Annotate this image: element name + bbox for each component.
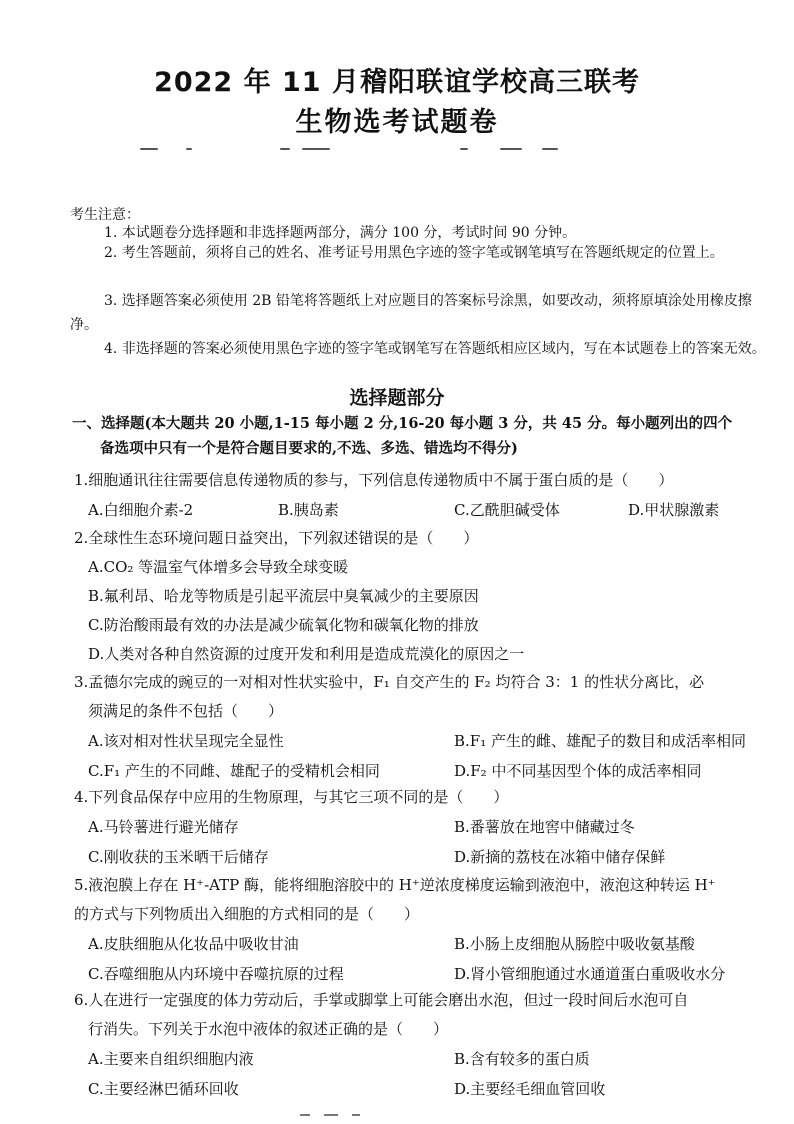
option-b: B.含有较多的蛋白质	[454, 1050, 590, 1068]
option-b: B.番薯放在地窖中储藏过冬	[454, 818, 635, 836]
option-b: B.F₁ 产生的雌、雄配子的数目和成活率相同	[454, 732, 746, 750]
part-instructions	[72, 411, 790, 461]
option-d: D.人类对各种自然资源的过度开发和利用是造成荒漠化的原因之一	[88, 645, 525, 663]
question-stem: 1.细胞通讯往往需要信息传递物质的参与，下列信息传递物质中不属于蛋白质的是（ ）	[74, 471, 674, 489]
section-title: 选择题部分	[349, 387, 445, 409]
option-a: A.白细胞介素-2	[88, 501, 194, 519]
part-line-2: 备选项中只有一个是符合题目要求的,不选、多选、错选均不得分)	[100, 440, 518, 457]
option-c: C.乙酰胆碱受体	[454, 501, 560, 519]
question-6	[74, 986, 790, 1104]
notice-item-1: 1. 本试题卷分选择题和非选择题两部分，满分 100 分，考试时间 90 分钟。	[104, 225, 577, 241]
option-a: A.该对相对性状呈现完全显性	[88, 732, 284, 750]
options-row	[74, 929, 790, 959]
question-stem-line-2: 须满足的条件不包括（ ）	[88, 702, 284, 720]
question-4	[74, 783, 790, 872]
question-stem	[74, 986, 790, 1044]
notice-heading: 考生注意：	[70, 207, 140, 223]
option-d: D.F₂ 中不同基因型个体的成活率相同	[454, 762, 702, 780]
options-row	[74, 1074, 790, 1104]
option-c: C.主要经淋巴循环回收	[88, 1080, 239, 1098]
notice-item-3: 3. 选择题答案必须使用 2B 铅笔将答题纸上对应题目的答案标号涂黑，如要改动，须将原填涂处用橡皮擦净。	[70, 293, 752, 333]
question-stem-line-2: 行消失。下列关于水泡中液体的叙述正确的是（ ）	[88, 1020, 449, 1038]
option-c: C.防治酸雨最有效的办法是减少硫氧化物和碳氧化物的排放	[88, 616, 479, 634]
question-stem-line-2: 的方式与下列物质出入细胞的方式相同的是（ ）	[74, 905, 420, 923]
scan-noise-bottom	[300, 1114, 420, 1118]
question-stem	[74, 668, 790, 726]
option-a: A.马铃薯进行避光储存	[88, 818, 239, 836]
option-b: B.胰岛素	[278, 501, 339, 519]
question-stem: 4.下列食品保存中应用的生物原理，与其它三项不同的是（ ）	[74, 788, 509, 806]
question-5	[74, 871, 790, 989]
options-row	[74, 495, 790, 525]
notice-item-4: 4. 非选择题的答案必须使用黑色字迹的签字笔或钢笔写在答题纸相应区域内，写在本试题卷上的答案无效。	[104, 341, 766, 357]
options-row	[74, 959, 790, 989]
question-stem-line-1: 3.孟德尔完成的豌豆的一对相对性状实验中，F₁ 自交产生的 F₂ 均符合 3：1 的性状分离比，必	[74, 673, 705, 691]
question-stem-line-1: 6.人在进行一定强度的体力劳动后，手掌或脚掌上可能会磨出水泡，但过一段时间后水泡可自	[74, 991, 689, 1009]
exam-subtitle: 生物选考试题卷	[295, 107, 499, 138]
question-1	[74, 466, 790, 525]
scan-noise	[140, 146, 660, 154]
option-c: C.F₁ 产生的不同雌、雄配子的受精机会相同	[88, 762, 380, 780]
part-line-1: 一、选择题(本大题共 20 小题,1-15 每小题 2 分,16-20 每小题 3 分，共 45 分。每小题列出的四个	[72, 415, 733, 432]
option-c: C.吞噬细胞从内环境中吞噬抗原的过程	[88, 965, 344, 983]
notice-item-2: 2. 考生答题前，须将自己的姓名、准考证号用黑色字迹的签字笔或钢笔填写在答题纸规定的位置上。	[104, 245, 724, 261]
options-row	[74, 812, 790, 842]
question-stem-line-1: 5.液泡膜上存在 H⁺-ATP 酶，能将细胞溶胶中的 H⁺逆浓度梯度运输到液泡中，液泡这种转运 H⁺	[74, 876, 716, 894]
options-row	[74, 726, 790, 756]
option-b: B.小肠上皮细胞从肠腔中吸收氨基酸	[454, 935, 695, 953]
question-2	[74, 524, 790, 669]
question-3	[74, 668, 790, 786]
option-a: A.CO₂ 等温室气体增多会导致全球变暖	[88, 558, 349, 576]
exam-title: 2022 年 11 月稽阳联谊学校高三联考	[154, 67, 640, 98]
question-stem: 2.全球性生态环境问题日益突出，下列叙述错误的是（ ）	[74, 529, 479, 547]
option-a: A.主要来自组织细胞内液	[88, 1050, 254, 1068]
option-b: B.氟利昂、哈龙等物质是引起平流层中臭氧减少的主要原因	[88, 587, 479, 605]
option-d: D.肾小管细胞通过水通道蛋白重吸收水分	[454, 965, 726, 983]
option-d: D.甲状腺激素	[628, 501, 720, 519]
options-row	[74, 756, 790, 786]
options-row	[74, 1044, 790, 1074]
option-a: A.皮肤细胞从化妆品中吸收甘油	[88, 935, 299, 953]
options-row	[74, 842, 790, 872]
question-stem	[74, 871, 790, 929]
option-c: C.刚收获的玉米晒干后储存	[88, 848, 269, 866]
option-d: D.新摘的荔枝在冰箱中储存保鲜	[454, 848, 666, 866]
option-d: D.主要经毛细血管回收	[454, 1080, 606, 1098]
